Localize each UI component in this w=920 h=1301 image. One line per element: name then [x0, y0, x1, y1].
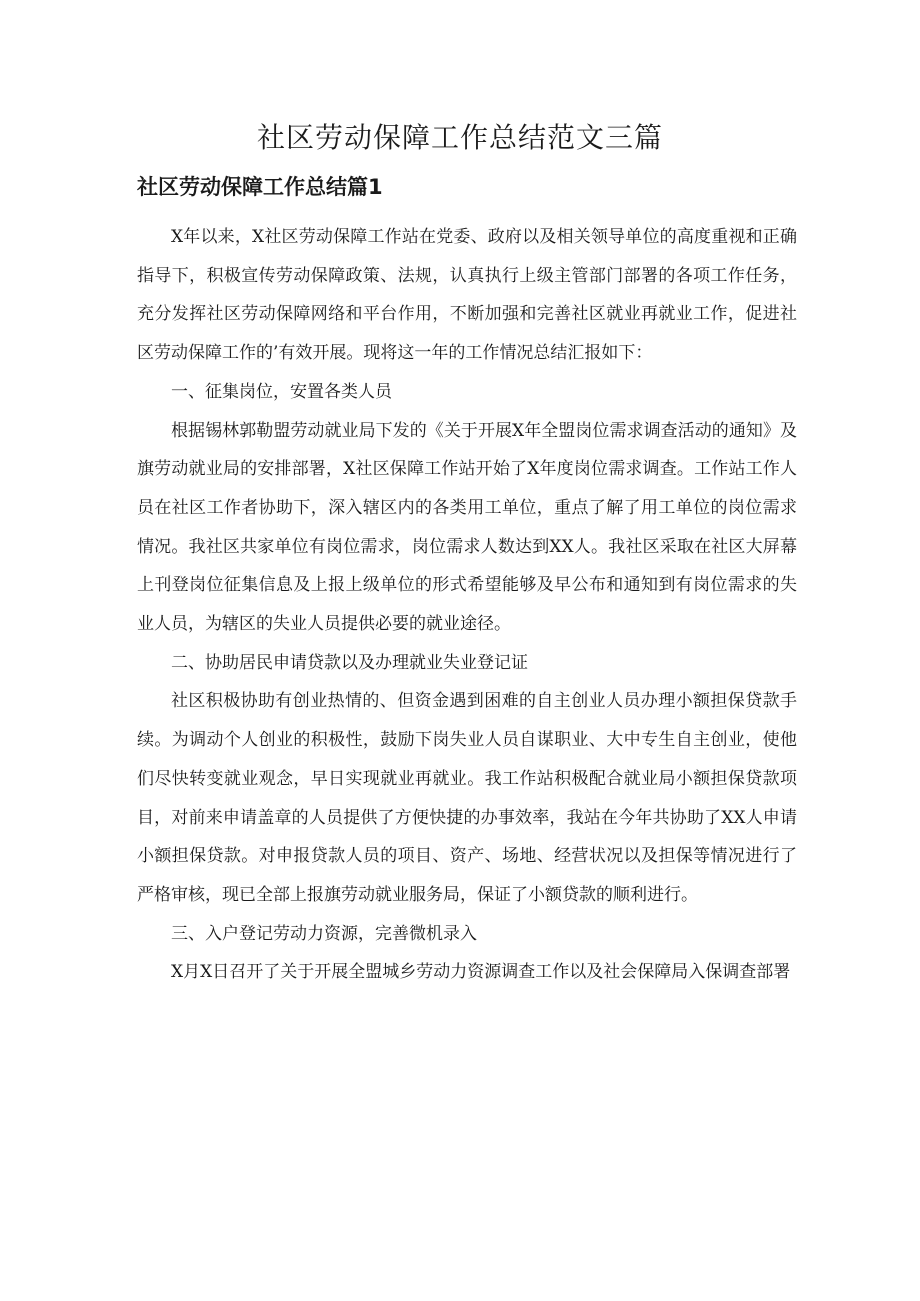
- paragraph-intro: X年以来，X社区劳动保障工作站在党委、政府以及相关领导单位的高度重视和正确指导下，积极宣传劳动保障政策、法规，认真执行上级主管部门部署的各项工作任务，充分发挥社区劳动保障网络和平台作用，不断加强和完善社区就业再就业工作，促进社区劳动保障工作的’有效开展。现将这一年的工作情况总结汇报如下：: [137, 227, 797, 364]
- subheading-3: 三、入户登记劳动力资源，完善微机录入: [171, 923, 477, 944]
- subheading-2: 二、协助居民申请贷款以及办理就业失业登记证: [171, 652, 528, 673]
- paragraph-3: X月X日召开了关于开展全盟城乡劳动力资源调查工作以及社会保障局入保调查部署: [171, 962, 791, 983]
- section-heading: 社区劳动保障工作总结篇1: [137, 175, 383, 199]
- subheading-1: 一、征集岗位，安置各类人员: [171, 381, 392, 402]
- document-title: 社区劳动保障工作总结范文三篇: [256, 121, 663, 154]
- paragraph-2: 社区积极协助有创业热情的、但资金遇到困难的自主创业人员办理小额担保贷款手续。为调动个人创业的积极性，鼓励下岗失业人员自谋职业、大中专生自主创业，使他们尽快转变就业观念，早日实现就业再就业。我工作站积极配合就业局小额担保贷款项目，对前来申请盖章的人员提供了方便快捷的办事效率，我站在今年共协助了XX人申请小额担保贷款。对申报贷款人员的项目、资产、场地、经营状况以及担保等情况进行了严格审核，现已全部上报旗劳动就业服务局，保证了小额贷款的顺利进行。: [137, 691, 797, 905]
- paragraph-1: 根据锡林郭勒盟劳动就业局下发的《关于开展X年全盟岗位需求调查活动的通知》及旗劳动就业局的安排部署，X社区保障工作站开始了X年度岗位需求调查。工作站工作人员在社区工作者协助下，深入辖区内的各类用工单位，重点了解了用工单位的岗位需求情况。我社区共家单位有岗位需求，岗位需求人数达到XX人。我社区采取在社区大屏幕上刊登岗位征集信息及上报上级单位的形式希望能够及早公布和通知到有岗位需求的失业人员，为辖区的失业人员提供必要的就业途径。: [137, 420, 797, 635]
- document-body: [137, 218, 797, 992]
